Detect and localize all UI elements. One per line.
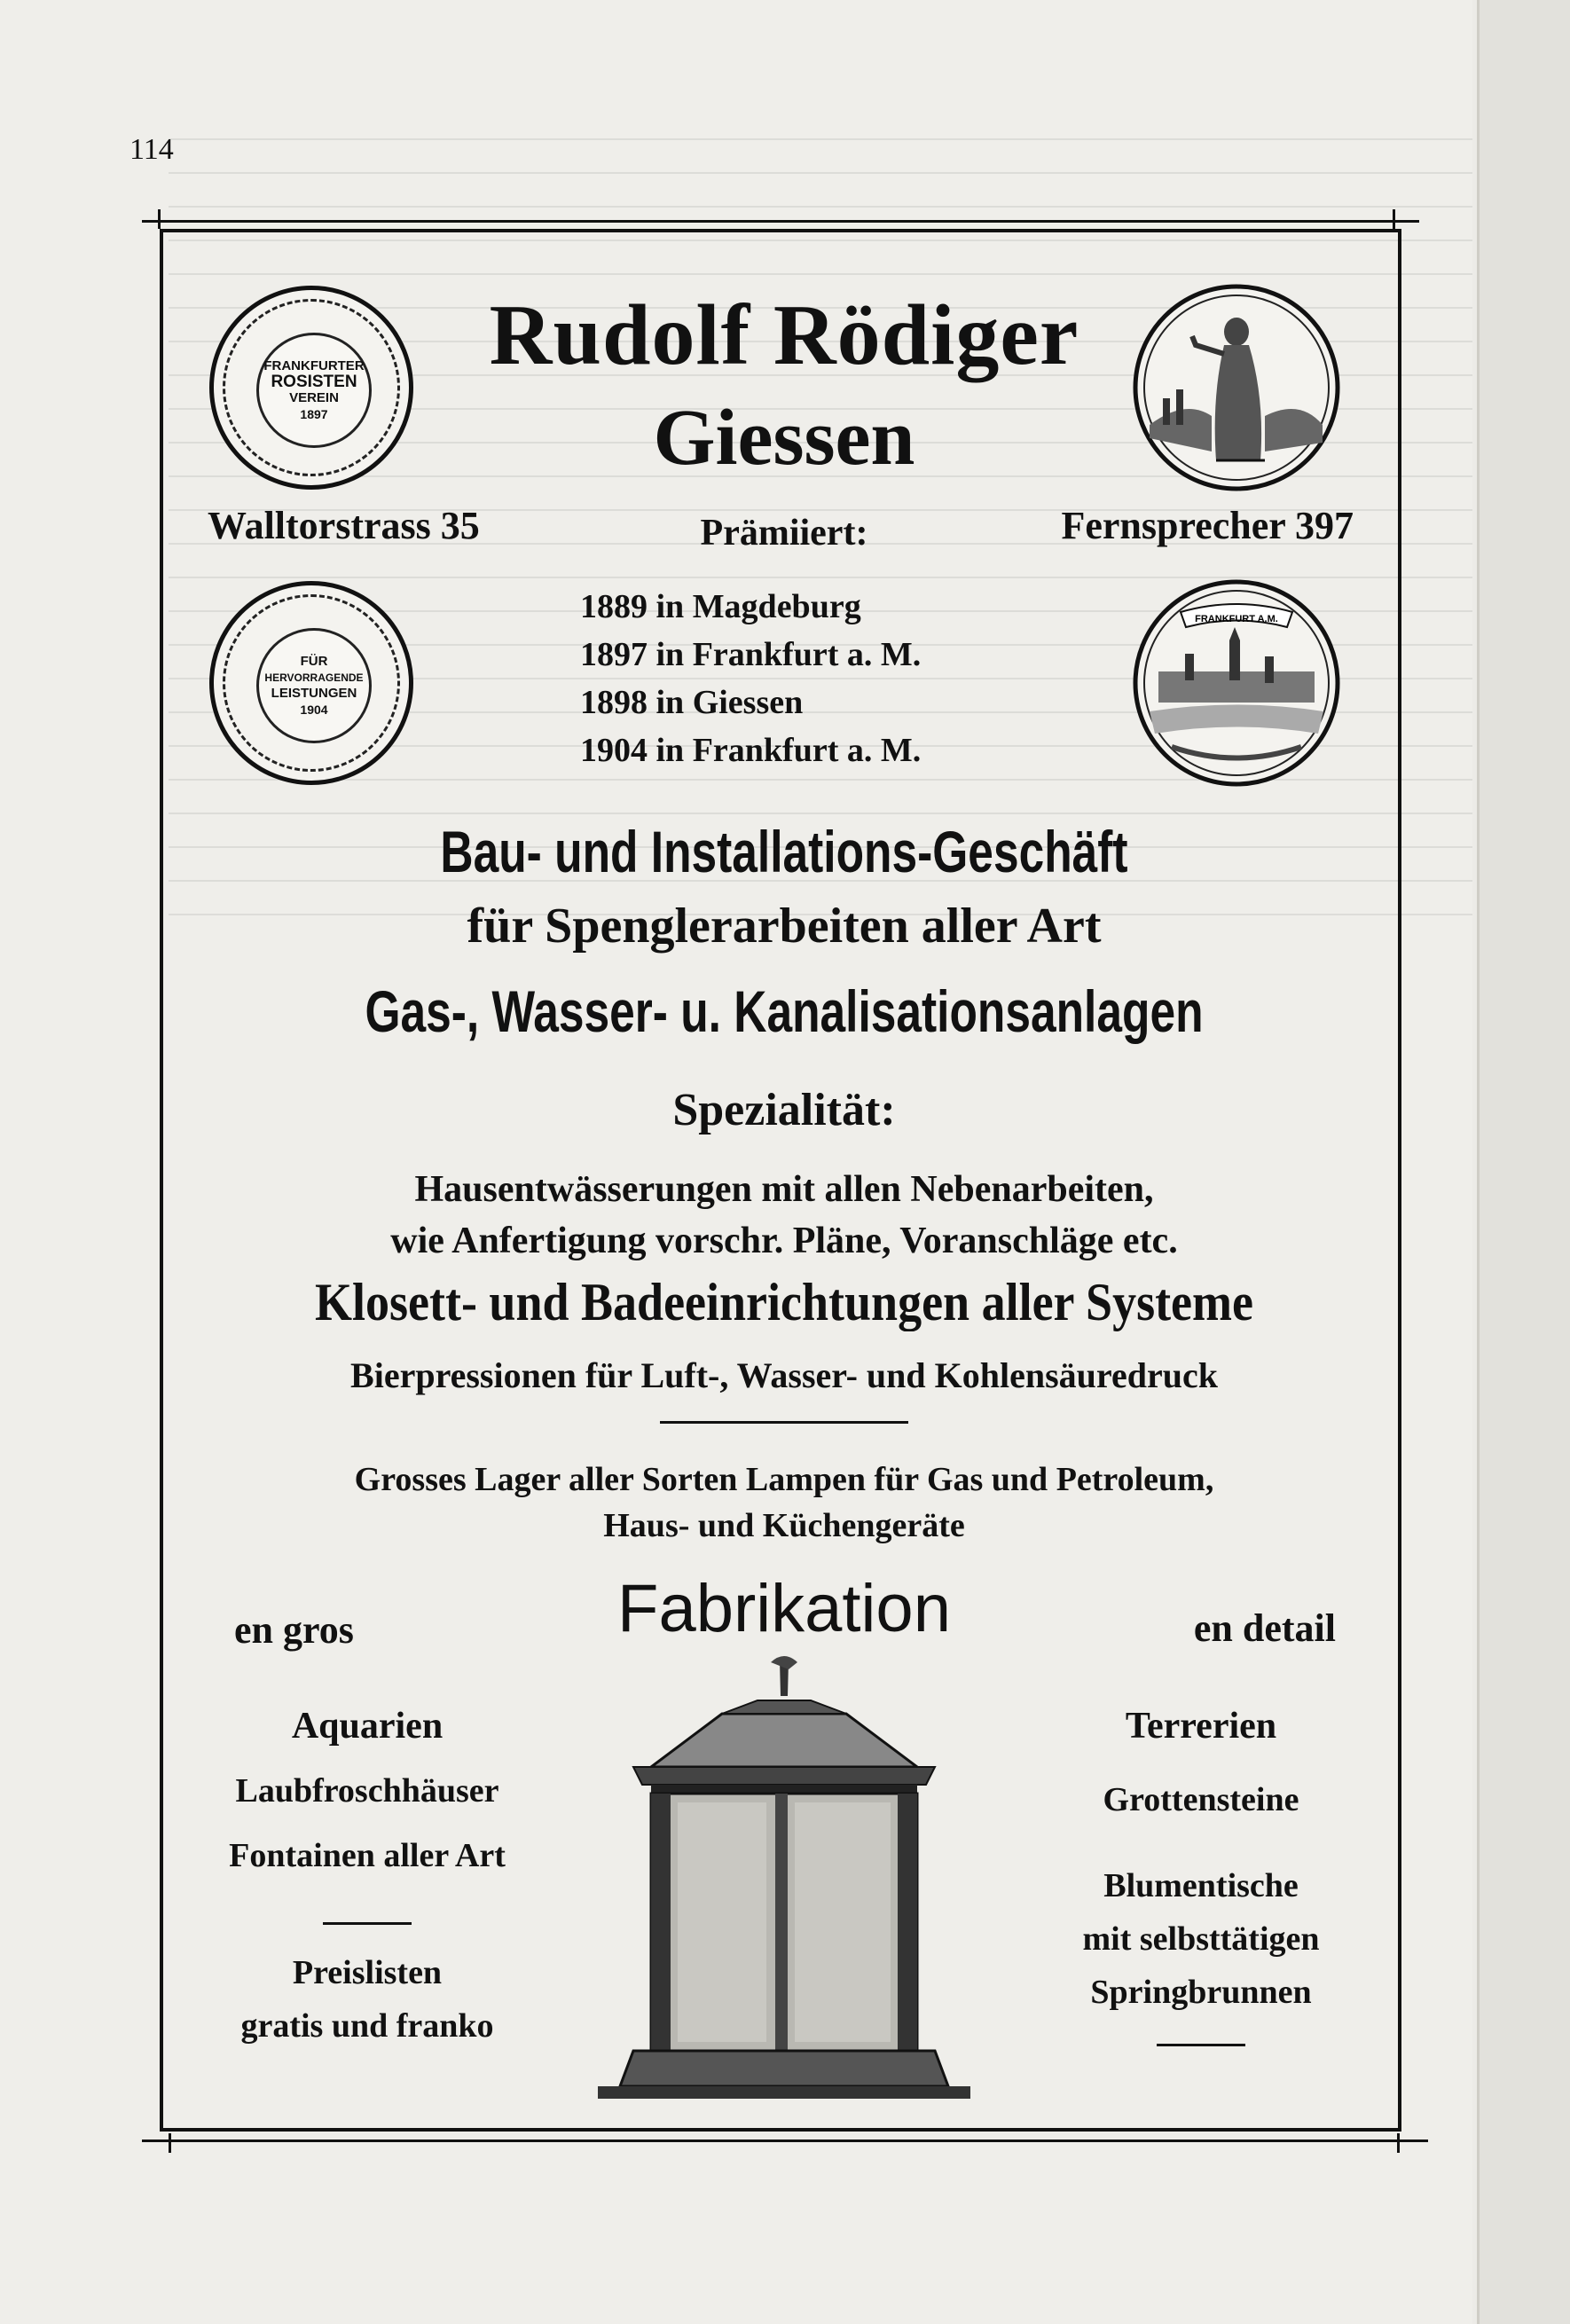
business-heading: Bau- und Installations-Geschäft xyxy=(440,819,1128,884)
frame-tick xyxy=(169,2133,171,2153)
lamps-line: Grosses Lager aller Sorten Lampen für Gas und Petroleum, xyxy=(354,1461,1214,1498)
bathroom-heading: Klosett- und Badeeinrichtungen aller Systeme xyxy=(314,1273,1253,1331)
aquarium-association-medal-icon xyxy=(209,581,413,785)
product-aquarien: Aquarien xyxy=(291,1706,444,1747)
retail-label: en detail xyxy=(1193,1606,1336,1650)
fabrication-title: Fabrikation xyxy=(617,1571,951,1646)
award-year: 1897 xyxy=(580,636,648,673)
price-list-line: gratis und franko xyxy=(240,2007,494,2045)
product-blumentische: Blumentische xyxy=(1103,1867,1299,1904)
svg-text:FRANKFURT A.M.: FRANKFURT A.M. xyxy=(1195,614,1278,624)
award-place: in Magdeburg xyxy=(655,588,861,625)
medal-year: 1897 xyxy=(300,407,328,421)
frame-top-rule xyxy=(142,220,1419,223)
frankfurt-city-view-medal-icon xyxy=(1132,578,1341,788)
medal-year: 1904 xyxy=(300,703,328,717)
facing-page-edge xyxy=(1477,0,1570,2324)
award-place: in Giessen xyxy=(655,684,804,721)
street-address: Walltorstrass 35 xyxy=(208,504,480,547)
award-item xyxy=(580,726,921,774)
product-terrerien: Terrerien xyxy=(1125,1706,1277,1747)
firm-name: Rudolf Rödiger xyxy=(489,287,1079,383)
terrarium-lantern-illustration-icon xyxy=(598,1652,970,2113)
medal-text: FRANKFURTER xyxy=(263,358,365,373)
price-list-line: Preislisten xyxy=(292,1954,443,1991)
specialty-title: Spezialität: xyxy=(672,1085,896,1135)
awards-title: Prämiiert: xyxy=(700,513,868,554)
lamps-line: Haus- und Küchengeräte xyxy=(603,1507,965,1544)
firm-city: Giessen xyxy=(653,394,915,482)
award-year: 1898 xyxy=(580,684,648,721)
section-divider xyxy=(660,1421,908,1424)
medal-text: VEREIN xyxy=(289,390,339,405)
award-place: in Frankfurt a. M. xyxy=(655,636,922,673)
product-fontainen: Fontainen aller Art xyxy=(229,1837,506,1874)
beer-pressure-line: Bierpressionen für Luft-, Wasser- und Kohlensäuredruck xyxy=(350,1355,1218,1395)
medal-text: ROSISTEN xyxy=(271,373,357,391)
product-springbrunnen: Springbrunnen xyxy=(1090,1974,1312,2011)
award-item xyxy=(580,583,921,631)
wholesale-label: en gros xyxy=(234,1608,354,1652)
awards-list xyxy=(580,583,921,774)
advertisement xyxy=(160,229,1401,2132)
medal-text: HERVORRAGENDE xyxy=(264,671,364,684)
frame-bottom-rule xyxy=(142,2139,1428,2142)
specialty-line: wie Anfertigung vorschr. Pläne, Voranschläge etc. xyxy=(390,1221,1178,1261)
frame-tick xyxy=(1397,2133,1400,2153)
specialty-text xyxy=(163,1164,1405,1267)
award-item xyxy=(580,679,921,726)
specialty-line: Hausentwässerungen mit allen Nebenarbeiten, xyxy=(414,1169,1154,1210)
medal-text: LEISTUNGEN xyxy=(271,686,357,701)
frame-tick xyxy=(158,209,161,229)
award-place: in Frankfurt a. M. xyxy=(655,732,922,769)
frame-tick xyxy=(1393,209,1395,229)
award-year: 1889 xyxy=(580,588,648,625)
product-laubfroschhaeuser: Laubfroschhäuser xyxy=(235,1772,499,1810)
installations-heading: Gas-, Wasser- u. Kanalisationsanlagen xyxy=(365,978,1204,1044)
award-item xyxy=(580,631,921,679)
column-divider xyxy=(1157,2044,1245,2046)
medal-text: FÜR xyxy=(300,654,328,669)
product-blumentische-line: mit selbsttätigen xyxy=(1082,1920,1320,1958)
product-grottensteine: Grottensteine xyxy=(1103,1781,1299,1818)
allegorical-figure-medal-icon xyxy=(1132,283,1341,492)
column-divider xyxy=(323,1922,412,1925)
lamps-stock-text xyxy=(163,1456,1405,1549)
phone-number: Fernsprecher 397 xyxy=(1061,504,1354,547)
award-year: 1904 xyxy=(580,732,648,769)
business-subheading: für Spenglerarbeiten aller Art xyxy=(467,899,1102,954)
page-number: 114 xyxy=(130,133,174,166)
rosisten-medal-icon xyxy=(209,286,413,490)
